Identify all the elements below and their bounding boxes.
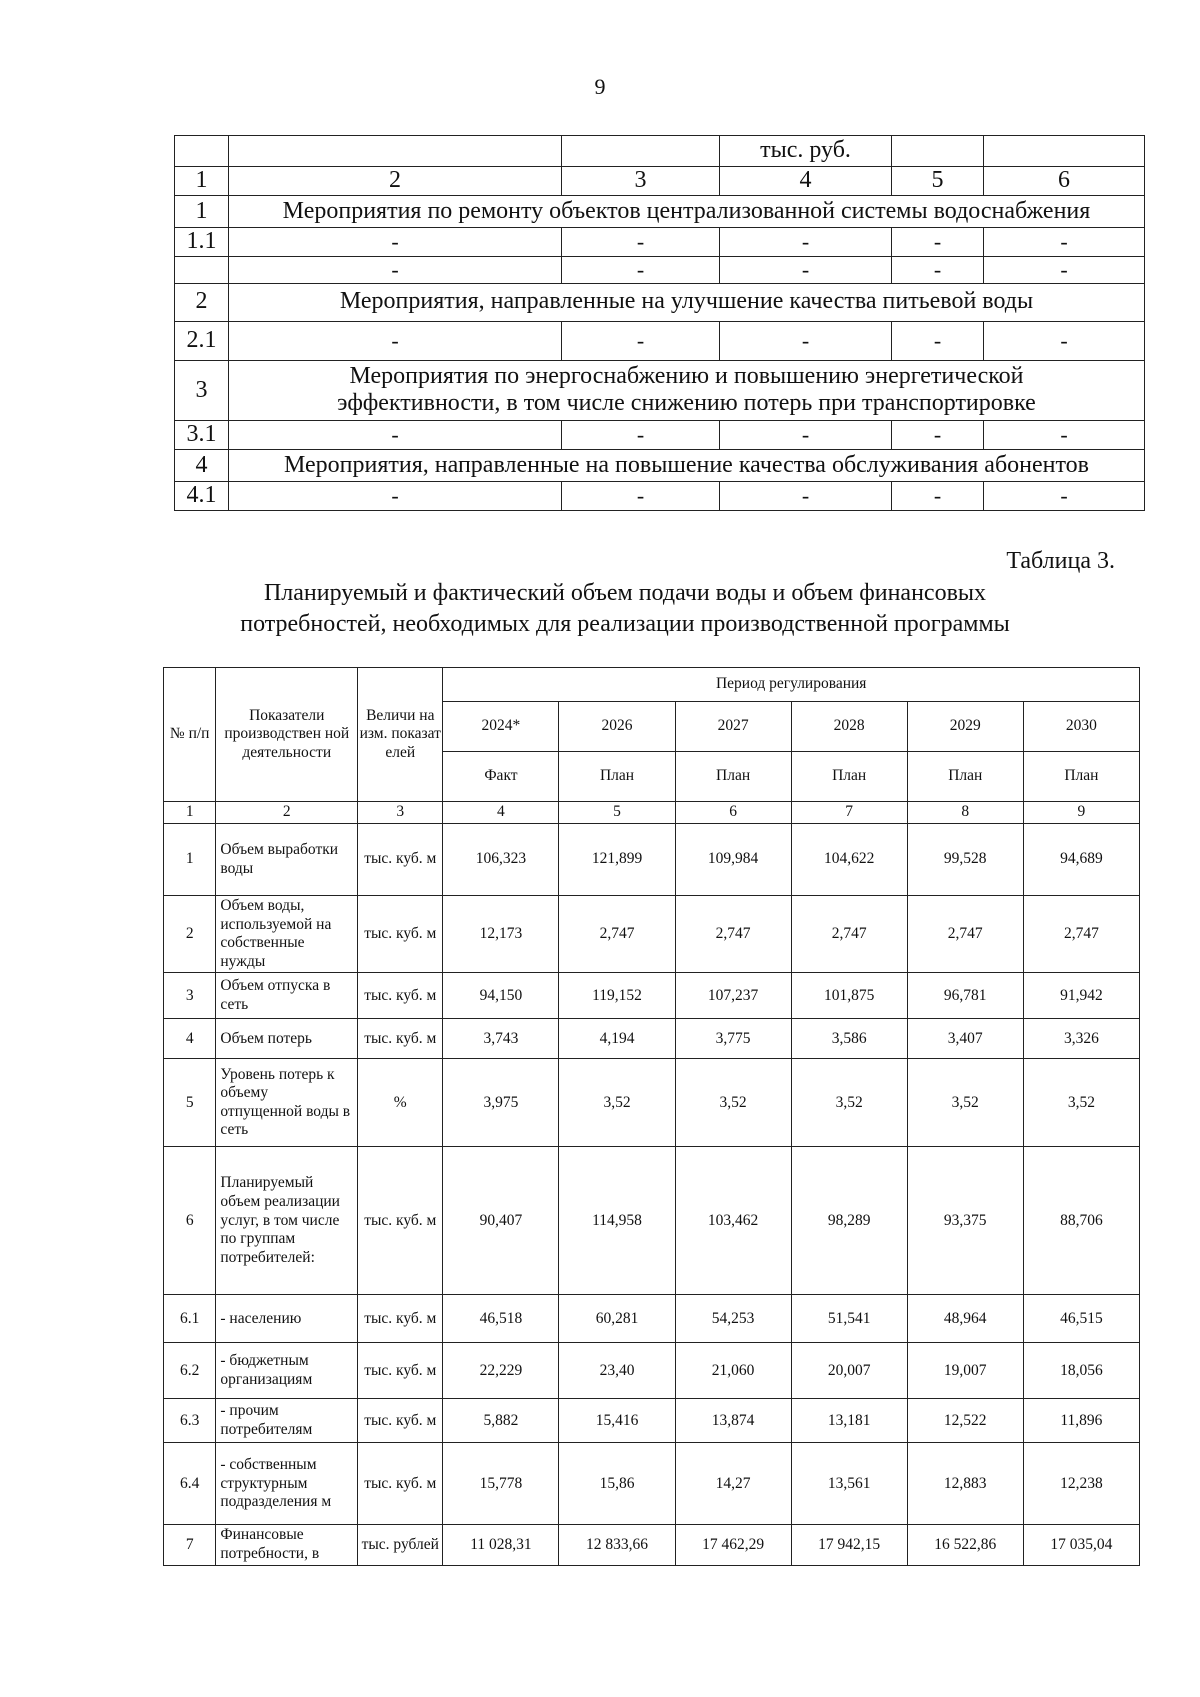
row-indicator: - населению	[216, 1295, 358, 1343]
row-value: 14,27	[675, 1443, 791, 1525]
row-value: 20,007	[791, 1343, 907, 1399]
row-value: 12,238	[1023, 1443, 1139, 1525]
row-indicator: - собственным структурным подразделения м	[216, 1443, 358, 1525]
row-value: 114,958	[559, 1147, 675, 1295]
row-unit: тыс. куб. м	[358, 1147, 443, 1295]
table-row: - - - - -	[175, 256, 1145, 283]
row-value: 3,326	[1023, 1019, 1139, 1059]
row-value: 15,416	[559, 1399, 675, 1443]
row-value: 107,237	[675, 973, 791, 1019]
row-value: 46,518	[443, 1295, 559, 1343]
table-row	[164, 896, 1140, 973]
row-value: 90,407	[443, 1147, 559, 1295]
row-value: 3,407	[907, 1019, 1023, 1059]
header-num: № п/п	[164, 668, 216, 802]
row-indicator: Планируемый объем реализации услуг, в том числе по группам потребителей:	[216, 1147, 358, 1295]
row-unit: тыс. куб. м	[358, 1343, 443, 1399]
row-unit: тыс. куб. м	[358, 973, 443, 1019]
row-value: 96,781	[907, 973, 1023, 1019]
row-value: 15,778	[443, 1443, 559, 1525]
row-value: 104,622	[791, 824, 907, 896]
row-value: 21,060	[675, 1343, 791, 1399]
row-value: 119,152	[559, 973, 675, 1019]
section-row: 4 Мероприятия, направленные на повышение качества обслуживания абонентов	[175, 449, 1145, 482]
kinds-row: Факт План План План План План	[164, 752, 1140, 802]
section-title: Мероприятия по ремонту объектов централизованной системы водоснабжения	[229, 195, 1145, 228]
row-value: 13,181	[791, 1399, 907, 1443]
row-number: 4	[164, 1019, 216, 1059]
row-value: 23,40	[559, 1343, 675, 1399]
table-row	[164, 824, 1140, 896]
section-title: Мероприятия, направленные на повышение качества обслуживания абонентов	[229, 449, 1145, 482]
header-row	[164, 668, 1140, 702]
row-value: 99,528	[907, 824, 1023, 896]
table-row: 1.1 - - - - -	[175, 228, 1145, 257]
row-number: 6.3	[164, 1399, 216, 1443]
row-value: 54,253	[675, 1295, 791, 1343]
table-row	[164, 973, 1140, 1019]
row-value: 109,984	[675, 824, 791, 896]
row-value: 11,896	[1023, 1399, 1139, 1443]
row-value: 17 942,15	[791, 1525, 907, 1565]
row-number: 1	[164, 824, 216, 896]
table-row	[164, 1343, 1140, 1399]
row-value: 103,462	[675, 1147, 791, 1295]
row-value: 19,007	[907, 1343, 1023, 1399]
row-value: 17 035,04	[1023, 1525, 1139, 1565]
row-number: 7	[164, 1525, 216, 1565]
row-value: 15,86	[559, 1443, 675, 1525]
row-value: 16 522,86	[907, 1525, 1023, 1565]
row-indicator: Финансовые потребности, в	[216, 1525, 358, 1565]
row-indicator: Объем воды, используемой на собственные нужды	[216, 896, 358, 973]
row-value: 12,522	[907, 1399, 1023, 1443]
header-unit: Величи на изм. показат елей	[358, 668, 443, 802]
table-row	[164, 1443, 1140, 1525]
row-unit: тыс. куб. м	[358, 1399, 443, 1443]
row-indicator: - прочим потребителям	[216, 1399, 358, 1443]
row-number: 3	[164, 973, 216, 1019]
years-row: 2024* 2026 2027 2028 2029 2030	[164, 702, 1140, 752]
table-row	[164, 1295, 1140, 1343]
table-row	[164, 1059, 1140, 1147]
row-value: 3,775	[675, 1019, 791, 1059]
row-value: 13,874	[675, 1399, 791, 1443]
row-unit: тыс. куб. м	[358, 896, 443, 973]
row-value: 98,289	[791, 1147, 907, 1295]
row-value: 13,561	[791, 1443, 907, 1525]
row-indicator: Объем отпуска в сеть	[216, 973, 358, 1019]
water-supply-table	[163, 667, 1140, 1566]
row-unit: тыс. куб. м	[358, 1443, 443, 1525]
table-row: 3.1 - - - - -	[175, 420, 1145, 449]
section-row: 1 Мероприятия по ремонту объектов централизованной системы водоснабжения	[175, 195, 1145, 228]
row-value: 12,173	[443, 896, 559, 973]
unit-header: тыс. руб.	[720, 136, 892, 167]
table-row	[164, 1019, 1140, 1059]
row-value: 3,743	[443, 1019, 559, 1059]
table-row	[175, 136, 1145, 167]
row-indicator: Объем потерь	[216, 1019, 358, 1059]
row-value: 2,747	[675, 896, 791, 973]
row-value: 12 833,66	[559, 1525, 675, 1565]
row-value: 106,323	[443, 824, 559, 896]
row-value: 93,375	[907, 1147, 1023, 1295]
row-indicator: Объем выработки воды	[216, 824, 358, 896]
row-value: 48,964	[907, 1295, 1023, 1343]
table-row: 4.1 - - - - -	[175, 482, 1145, 511]
table-row	[164, 1147, 1140, 1295]
section-title: Мероприятия по энергоснабжению и повышению энергетической эффективности, в том числе снижению потерь при транспортировке	[229, 360, 1145, 420]
row-number: 2	[164, 896, 216, 973]
row-unit: тыс. куб. м	[358, 1019, 443, 1059]
row-value: 5,882	[443, 1399, 559, 1443]
row-indicator: Уровень потерь к объему отпущенной воды в сеть	[216, 1059, 358, 1147]
row-value: 11 028,31	[443, 1525, 559, 1565]
table-row	[164, 1525, 1140, 1565]
row-indicator: - бюджетным организациям	[216, 1343, 358, 1399]
row-value: 18,056	[1023, 1343, 1139, 1399]
row-value: 3,52	[675, 1059, 791, 1147]
row-value: 3,586	[791, 1019, 907, 1059]
row-value: 94,150	[443, 973, 559, 1019]
row-value: 12,883	[907, 1443, 1023, 1525]
row-value: 22,229	[443, 1343, 559, 1399]
row-value: 17 462,29	[675, 1525, 791, 1565]
row-number: 6.2	[164, 1343, 216, 1399]
row-value: 4,194	[559, 1019, 675, 1059]
row-value: 3,975	[443, 1059, 559, 1147]
table-title: Планируемый и фактический объем подачи воды и объем финансовых потребностей, необходимых для реализации производственной программы	[240, 580, 1010, 638]
row-value: 60,281	[559, 1295, 675, 1343]
row-value: 2,747	[791, 896, 907, 973]
column-numbers-row: 1 2 3 4 5 6 7 8 9	[164, 802, 1140, 824]
row-value: 46,515	[1023, 1295, 1139, 1343]
page-number: 9	[594, 74, 606, 99]
row-unit: %	[358, 1059, 443, 1147]
section-row: 2 Мероприятия, направленные на улучшение качества питьевой воды	[175, 283, 1145, 321]
row-value: 3,52	[791, 1059, 907, 1147]
row-value: 2,747	[559, 896, 675, 973]
row-value: 2,747	[907, 896, 1023, 973]
header-indicator: Показатели производствен ной деятельности	[216, 668, 358, 802]
section-row: 3 Мероприятия по энергоснабжению и повышению энергетической эффективности, в том числе снижению потерь при транспортировке	[175, 360, 1145, 420]
row-value: 101,875	[791, 973, 907, 1019]
row-value: 3,52	[907, 1059, 1023, 1147]
row-value: 3,52	[559, 1059, 675, 1147]
row-unit: тыс. рублей	[358, 1525, 443, 1565]
row-number: 6.4	[164, 1443, 216, 1525]
header-period: Период регулирования	[443, 668, 1140, 702]
row-value: 51,541	[791, 1295, 907, 1343]
activities-table	[174, 135, 1145, 511]
row-value: 94,689	[1023, 824, 1139, 896]
row-number: 6.1	[164, 1295, 216, 1343]
table-row: 2.1 - - - - -	[175, 321, 1145, 360]
row-value: 121,899	[559, 824, 675, 896]
row-value: 88,706	[1023, 1147, 1139, 1295]
table-row	[164, 1399, 1140, 1443]
column-numbers-row: 1 2 3 4 5 6	[175, 167, 1145, 196]
table-label: Таблица 3.	[1006, 548, 1115, 574]
row-value: 91,942	[1023, 973, 1139, 1019]
section-title: Мероприятия, направленные на улучшение качества питьевой воды	[229, 283, 1145, 321]
row-number: 5	[164, 1059, 216, 1147]
row-value: 2,747	[1023, 896, 1139, 973]
row-unit: тыс. куб. м	[358, 824, 443, 896]
row-unit: тыс. куб. м	[358, 1295, 443, 1343]
row-value: 3,52	[1023, 1059, 1139, 1147]
row-number: 6	[164, 1147, 216, 1295]
